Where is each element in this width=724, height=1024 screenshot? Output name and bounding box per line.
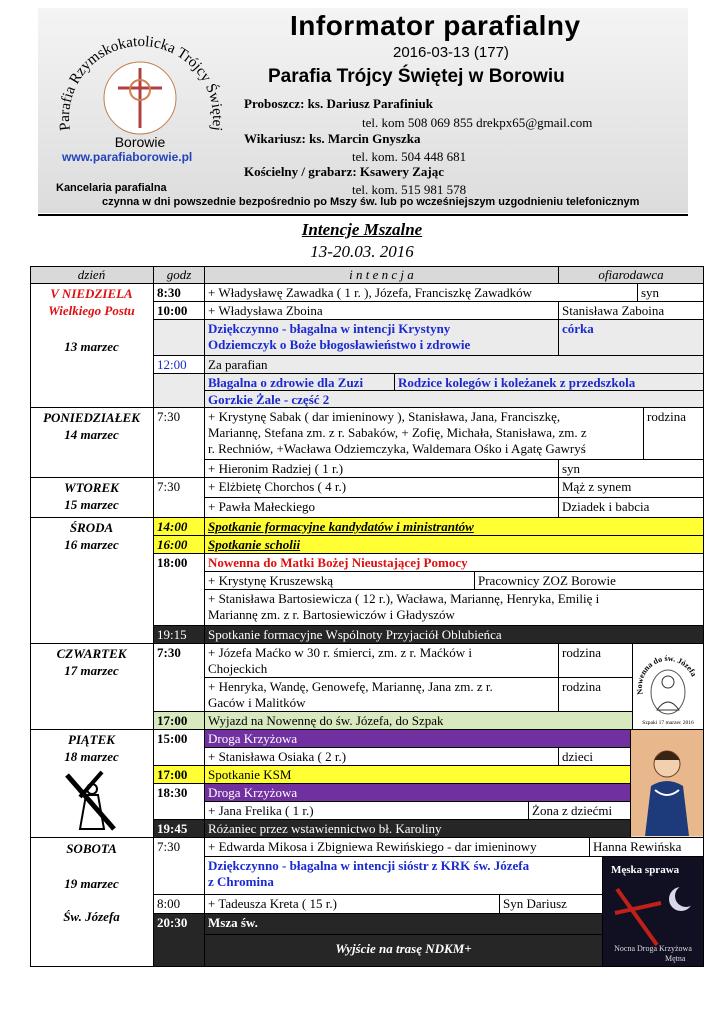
mass-donor: Mąż z synem [559,478,704,498]
day-name: ŚRODA [69,520,114,535]
mass-time: 12:00 [154,356,205,374]
parish-name: Parafia Trójcy Świętej w Borowiu [268,66,565,87]
service-event: Różaniec przez wstawiennictwo bł. Karoliny [205,820,631,838]
mass-time: 7:30 [154,408,205,478]
day-name: V NIEDZIELA [50,286,133,301]
day-date: 15 marzec [64,497,119,512]
mass-time-empty [154,320,205,356]
day-wednesday [30,518,154,644]
mass-time: 18:30 [154,784,205,820]
day-date: 19 marzec [64,876,119,891]
day-sunday [30,284,154,408]
day-date: 18 marzec [64,749,119,764]
day-name: SOBOTA [66,841,117,856]
mass-intention: + Krystynę Kruszewską [205,572,475,590]
day-date: 16 marzec [64,537,119,552]
mass-time: 18:00 [154,554,205,626]
service-event: Droga Krzyżowa [205,730,631,748]
mass-donor: rodzina [559,678,633,712]
day-name: PIĄTEK [68,732,115,747]
event-time: 14:00 [154,518,205,536]
mass-intention: + Józefa Maćko w 30 r. śmierci, zm. z r. Maćków i Chojeckich [205,644,559,678]
portrait-icon [631,730,703,836]
logo-bottom-text: Borowie [114,134,166,150]
event-time: 17:00 [154,712,205,730]
day-tuesday [30,478,154,518]
mass-intention: Dziękczynno - błagalna w intencji Krystyny Odziemczyk o Boże błogosławieństwo i zdrowie [205,320,559,356]
svg-text:Mętna: Mętna [665,954,686,963]
vicar-contact: tel. kom. 504 448 681 [352,149,467,164]
mass-intention: + Stanisława Osiaka ( 2 r.) [205,748,559,766]
pastor-contact: tel. kom 508 069 855 drekpx65@gmail.com [362,115,593,130]
mass-donor: Stanisława Zaboina [559,302,704,320]
mass-time: 8:00 [154,895,205,914]
mass-time: 15:00 [154,730,205,766]
mass-intention: + Tadeusza Kreta ( 15 r.) [205,895,500,914]
mass-donor: rodzina [644,408,704,460]
mass-time: 7:30 [154,478,205,518]
event-time: 19:15 [154,626,205,644]
mass-intention: + Edwarda Mikosa i Zbigniewa Rewińskiego - dar imieninowy [205,838,590,857]
night-cross-icon [603,857,703,966]
service-event: Spotkanie formacyjne kandydatów i ministrantów [205,518,704,536]
mass-intention: + Henryka, Wandę, Genowefę, Mariannę, Jana zm. z r. Gaców i Malitków [205,678,559,712]
service-event: Nowenna do Matki Bożej Nieustającej Pomocy [205,554,704,572]
mass-donor: Dziadek i babcia [559,498,704,518]
schedule-title: Intencje Mszalne [301,220,423,239]
mass-intention: + Krystynę Sabak ( dar imieninowy ), Stanisława, Jana, Franciszkę, Mariannę, Stefana zm. z r. Sabaków, + Zofię, Michała, Stanisława, zm. z r. Rechniów, +Wacława Odziemczyka, Waldemara Ośko i Agatę Gawryś [205,408,644,460]
day-friday [30,730,154,838]
website-link[interactable]: www.parafiaborowie.pl [62,150,193,164]
day-date: 14 marzec [64,427,119,442]
service-event: Wyjście na trasę NDKM+ [205,935,603,967]
mass-donor: dzieci [559,748,631,766]
mass-intention: + Stanisława Bartosiewicza ( 12 r.), Wacława, Mariannę, Henryka, Emilię i Mariannę zm. z r. Bartosiewiczów i Gładyszów [205,590,704,626]
service-event: Spotkanie scholii [205,536,704,554]
mass-donor: rodzina [559,644,633,678]
svg-text:Nowenna do św. Józefa: Nowenna do św. Józefa [634,653,699,696]
header-divider [38,214,688,216]
jesus-carrying-cross-icon [62,767,122,837]
day-date: 17 marzec [64,663,119,678]
event-time: 16:00 [154,536,205,554]
event-time: 20:30 [154,914,205,967]
col-header-intent: i n t e n c j a [205,266,559,284]
service-event: Gorzkie Żale - część 2 [205,391,704,408]
office-label: Kancelaria parafialna [56,182,167,194]
mass-time-empty [154,374,205,408]
vicar: Wikariusz: ks. Marcin Gnyszka [244,131,421,146]
ndkm-poster-image [603,857,704,967]
mass-donor: syn [638,284,704,302]
mass-donor: córka [559,320,704,356]
mass-intention: + Jana Frelika ( 1 r.) [205,802,529,820]
day-thursday [30,644,154,730]
office-hours: czynna w dni powszednie bezpośrednio po Mszy św. lub po wcześniejszym uzgodnieniu telefonicznym [102,196,640,208]
mass-time: 10:00 [154,302,205,320]
service-event: Spotkanie KSM [205,766,631,784]
day-feast: Św. Józefa [63,909,120,924]
mass-intention: + Pawła Małeckiego [205,498,559,518]
mass-time: 7:30 [154,644,205,712]
mass-donor: Pracownicy ZOZ Borowie [475,572,704,590]
svg-text:Szpaki 17 marzec 2016: Szpaki 17 marzec 2016 [642,720,694,726]
mass-intention: + Władysławę Zawadka ( 1 r. ), Józefa, Franciszkę Zawadków [205,284,638,302]
nowenna-image-cell [633,644,704,730]
service-event: Droga Krzyżowa [205,784,631,802]
mass-intention: Dziękczynno - błagalna w intencji sióstr z KRK św. Józefa z Chromina [205,857,603,895]
sexton: Kościelny / grabarz: Ksawery Zając [244,164,445,179]
day-subtitle: Wielkiego Postu [48,303,135,318]
day-saturday [30,838,154,967]
service-event: Wyjazd na Nowennę do św. Józefa, do Szpak [205,712,633,730]
svg-text:Nocna Droga Krzyżowa: Nocna Droga Krzyżowa [614,944,692,953]
mass-donor: Żona z dziećmi [529,802,631,820]
event-time: 17:00 [154,766,205,784]
mass-time: 7:30 [154,838,205,895]
bulletin-title: Informator parafialny [290,10,581,41]
schedule-dates: 13-20.03. 2016 [310,242,414,261]
st-joseph-icon [633,644,703,729]
col-header-day: dzień [30,266,154,284]
col-header-donor: ofiarodawca [559,266,704,284]
blessed-karolina-image [631,730,704,838]
mass-intention: + Elżbietę Chorchos ( 4 r.) [205,478,559,498]
mass-donor: Hanna Rewińska [590,838,704,857]
mass-donor: syn [559,460,704,478]
mass-intention: Za parafian [205,356,704,374]
event-time: 19:45 [154,820,205,838]
mass-time: 8:30 [154,284,205,302]
col-header-time: godz [154,266,205,284]
service-event: Spotkanie formacyjne Wspólnoty Przyjaciół Oblubieńca [205,626,704,644]
svg-text:Męska sprawa: Męska sprawa [611,864,680,876]
day-name: WTOREK [64,480,119,495]
sexton-contact: tel. kom. 515 981 578 [352,182,467,197]
issue-date: 2016-03-13 (177) [393,44,509,61]
mass-intention: Błagalna o zdrowie dla Zuzi [205,374,395,391]
logo-arc-text: Parafia Rzymskokatolicka Trójcy Świętej [56,34,226,132]
day-name: CZWARTEK [56,646,127,661]
service-event: Msza św. [205,914,603,935]
day-monday [30,408,154,478]
mass-donor: Rodzice kolegów i koleżanek z przedszkola [395,374,704,391]
mass-intention: + Hieronim Radziej ( 1 r.) [205,460,559,478]
mass-donor: Syn Dariusz [500,895,603,914]
mass-intention: + Władysława Zboina [205,302,559,320]
day-date: 13 marzec [64,339,119,354]
pastor: Proboszcz: ks. Dariusz Parafiniuk [244,96,433,111]
day-name: PONIEDZIAŁEK [43,410,140,425]
